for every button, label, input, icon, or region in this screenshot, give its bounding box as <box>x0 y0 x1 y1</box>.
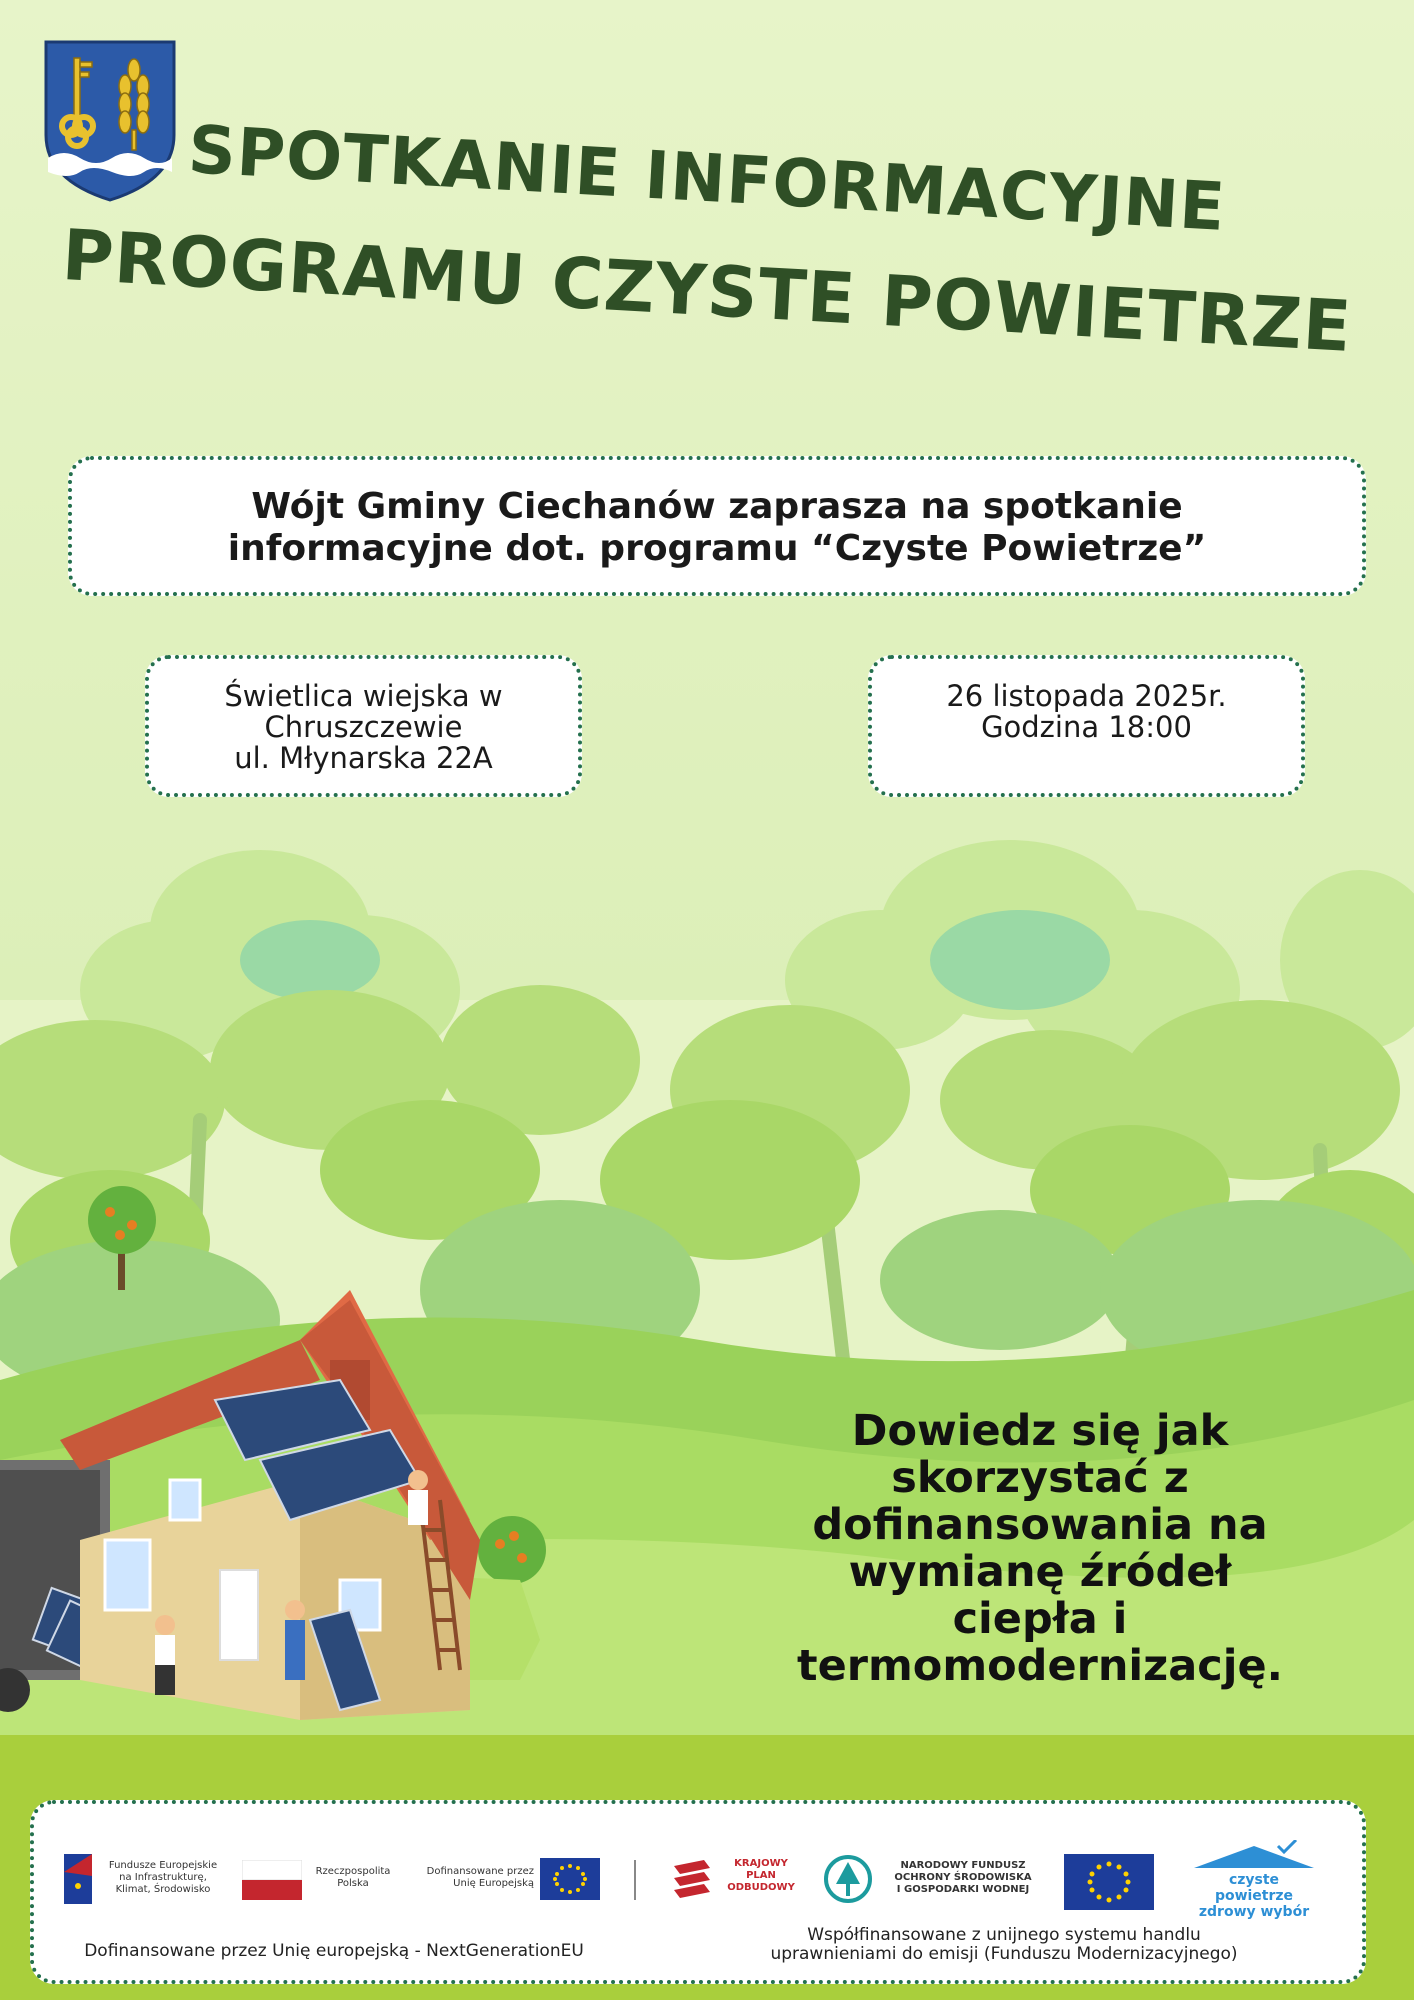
fe-logo-line-3: Klimat, Środowisko <box>115 1884 211 1895</box>
fe-logo-line-1: Fundusze Europejskie <box>108 1860 218 1871</box>
kpo-icon <box>674 1860 710 1900</box>
info-callout <box>760 1408 1320 1690</box>
footer-note-right <box>724 1926 1284 1964</box>
footer-note-right-line-2: uprawnieniami do emisji (Funduszu Modernizacyjnego) <box>770 1944 1238 1964</box>
callout-line-2: skorzystać z <box>891 1453 1189 1503</box>
polish-flag-icon <box>242 1860 302 1900</box>
logo-divider <box>634 1860 636 1900</box>
page-title-line-1: SPOTKANIE INFORMACYJNE <box>186 111 1228 246</box>
invitation-line-2: informacyjne dot. programu “Czyste Powietrze” <box>227 528 1207 569</box>
fe-logo <box>64 1852 224 1908</box>
rp-logo-line-1: Rzeczpospolita <box>315 1866 391 1877</box>
kpo-logo-line-3: ODBUDOWY <box>727 1882 795 1893</box>
event-time: Godzina 18:00 <box>981 710 1192 744</box>
callout-line-4: wymianę źródeł <box>848 1547 1232 1597</box>
invitation-box <box>68 456 1366 596</box>
callout-line-6: termomodernizację. <box>797 1641 1283 1691</box>
callout-line-5: ciepła i <box>952 1594 1128 1644</box>
invitation-line-1: Wójt Gminy Ciechanów zaprasza na spotkanie <box>251 486 1183 527</box>
footer-note-right-line-1: Współfinansowane z unijnego systemu handlu <box>807 1925 1201 1945</box>
cp-logo-line-1: czyste powietrze <box>1214 1872 1294 1904</box>
kpo-logo <box>674 1854 804 1904</box>
cp-logo-line-2: zdrowy wybór <box>1198 1904 1310 1920</box>
ue-logo-line-2: Unię Europejską <box>453 1878 534 1889</box>
nf-logo-line-1: NARODOWY FUNDUSZ <box>900 1860 1026 1871</box>
rp-logo <box>242 1860 392 1900</box>
callout-line-1: Dowiedz się jak <box>851 1406 1229 1456</box>
nfosigw-icon <box>824 1854 872 1904</box>
location-line-1: Świetlica wiejska w <box>224 679 503 713</box>
fe-logo-line-2: na Infrastrukturę, <box>119 1872 207 1883</box>
nf-logo-line-3: I GOSPODARKI WODNEJ <box>896 1884 1030 1895</box>
ue-logo <box>414 1858 604 1902</box>
location-box <box>145 655 582 797</box>
eu-flag-large-icon <box>1064 1854 1154 1910</box>
house-roof-icon <box>1194 1840 1314 1868</box>
footer-note-left: Dofinansowane przez Unię europejską - NextGenerationEU <box>84 1941 584 1961</box>
kpo-logo-line-2: PLAN <box>746 1870 776 1881</box>
nf-logo-line-2: OCHRONY ŚRODOWISKA <box>894 1872 1032 1883</box>
footer-logos-box <box>30 1800 1366 1984</box>
rp-logo-line-2: Polska <box>337 1878 369 1889</box>
datetime-box <box>868 655 1305 797</box>
kpo-logo-line-1: KRAJOWY <box>734 1858 788 1869</box>
location-line-2: Chruszczewie <box>264 710 463 744</box>
event-date: 26 listopada 2025r. <box>946 679 1227 713</box>
ue-logo-line-1: Dofinansowane przez <box>426 1866 534 1877</box>
location-line-3: ul. Młynarska 22A <box>234 741 493 775</box>
eu-flag-icon <box>540 1858 600 1900</box>
callout-line-3: dofinansowania na <box>812 1500 1268 1550</box>
nfosigw-logo <box>824 1852 1034 1908</box>
fe-flag-icon <box>64 1854 92 1904</box>
page-title-line-2: PROGRAMU CZYSTE POWIETRZE <box>60 214 1354 368</box>
czyste-powietrze-logo <box>1194 1840 1324 1920</box>
